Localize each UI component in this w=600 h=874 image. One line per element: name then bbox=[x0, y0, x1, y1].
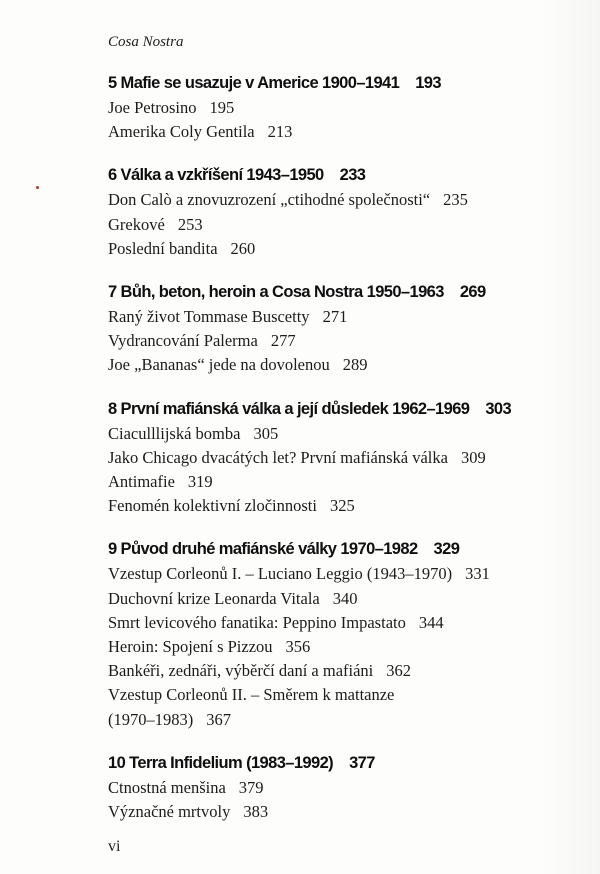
toc-entry bbox=[108, 562, 578, 586]
chapter-heading bbox=[108, 752, 578, 774]
chapter-title: 6 Válka a vzkříšení 1943–1950 bbox=[108, 166, 324, 185]
entry-page-number: 367 bbox=[206, 709, 231, 729]
toc-entry bbox=[108, 353, 578, 377]
entry-page-number: 253 bbox=[177, 214, 203, 234]
chapter-page-number: 269 bbox=[459, 283, 486, 302]
chapter-page-number: 377 bbox=[349, 753, 375, 772]
entry-title: Antimafie bbox=[108, 472, 175, 492]
chapter-page-number: 329 bbox=[433, 540, 460, 559]
entry-page-number: 340 bbox=[332, 588, 358, 608]
entry-page-number: 289 bbox=[342, 355, 368, 375]
entry-title: Joe Petrosino bbox=[108, 98, 197, 117]
toc-entry bbox=[108, 776, 578, 800]
chapter-heading bbox=[108, 538, 578, 560]
toc-entry bbox=[108, 446, 578, 470]
entry-page-number: 362 bbox=[386, 661, 412, 681]
chapter-heading bbox=[108, 72, 578, 94]
entry-page-number: 277 bbox=[270, 331, 296, 351]
entry-page-number: 379 bbox=[238, 777, 264, 797]
toc-entry bbox=[108, 800, 578, 824]
toc-entry bbox=[108, 708, 578, 732]
entry-page-number: 356 bbox=[285, 637, 311, 657]
entry-page-number: 260 bbox=[230, 238, 256, 258]
toc-chapter bbox=[108, 538, 578, 731]
entry-title: Jako Chicago dvacátých let? První mafiánská válka bbox=[108, 447, 448, 467]
entry-title: Vydrancování Palerma bbox=[108, 331, 258, 351]
entry-title: Vzestup Corleonů I. – Luciano Leggio (1943–1970) bbox=[108, 564, 453, 584]
toc-entry bbox=[108, 587, 578, 611]
entry-title: Amerika Coly Gentila bbox=[108, 122, 255, 142]
page-folio: vi bbox=[108, 838, 121, 855]
entry-title: Ctnostná menšina bbox=[108, 777, 226, 797]
entry-title: Don Calò a znovuzrození „ctihodné společnosti“ bbox=[108, 190, 431, 210]
chapter-heading bbox=[108, 164, 578, 186]
entry-title: Smrt levicového fanatika: Peppino Impastato bbox=[108, 612, 406, 632]
toc-entry bbox=[108, 96, 578, 120]
chapter-heading bbox=[108, 281, 578, 303]
entry-title: Ciaculllijská bomba bbox=[108, 423, 241, 443]
entry-page-number: 325 bbox=[329, 496, 355, 516]
table-of-contents bbox=[108, 72, 578, 844]
entry-page-number: 195 bbox=[209, 98, 235, 117]
entry-title: (1970–1983) bbox=[108, 709, 194, 729]
entry-title: Heroin: Spojení s Pizzou bbox=[108, 637, 273, 657]
toc-chapter bbox=[108, 281, 578, 378]
entry-title: Poslední bandita bbox=[108, 238, 218, 258]
entry-title: Raný život Tommase Buscetty bbox=[108, 307, 310, 327]
entry-title: Vzestup Corleonů II. – Směrem k mattanze bbox=[108, 685, 395, 705]
entry-title: Grekové bbox=[108, 214, 165, 234]
chapter-title: 9 Původ druhé mafiánské války 1970–1982 bbox=[108, 540, 418, 559]
running-head: Cosa Nostra bbox=[108, 34, 184, 50]
entry-page-number: 344 bbox=[418, 612, 444, 632]
entry-title: Fenomén kolektivní zločinnosti bbox=[108, 496, 317, 516]
toc-entry bbox=[108, 213, 578, 237]
toc-entry bbox=[108, 635, 578, 659]
entry-page-number: 383 bbox=[243, 802, 269, 822]
chapter-title: 8 První mafiánská válka a její důsledek 1962–1969 bbox=[108, 399, 470, 418]
entry-title: Význačné mrtvoly bbox=[108, 802, 231, 822]
toc-entry bbox=[108, 611, 578, 635]
toc-entry bbox=[108, 683, 578, 707]
paper-speck bbox=[36, 186, 39, 189]
toc-entry bbox=[108, 188, 578, 212]
toc-entry bbox=[108, 494, 578, 518]
entry-page-number: 331 bbox=[465, 564, 490, 584]
entry-title: Bankéři, zednáři, výběrčí daní a mafiáni bbox=[108, 661, 374, 681]
toc-entry bbox=[108, 305, 578, 329]
chapter-heading bbox=[108, 398, 578, 420]
toc-entry bbox=[108, 470, 578, 494]
entry-page-number: 213 bbox=[267, 122, 293, 142]
chapter-title: 10 Terra Infidelium (1983–1992) bbox=[108, 753, 334, 772]
toc-entry bbox=[108, 422, 578, 446]
toc-chapter bbox=[108, 398, 578, 519]
entry-page-number: 319 bbox=[187, 472, 213, 492]
entry-page-number: 305 bbox=[253, 423, 279, 443]
toc-chapter bbox=[108, 752, 578, 824]
entry-page-number: 271 bbox=[322, 307, 348, 327]
toc-entry bbox=[108, 659, 578, 683]
toc-entry bbox=[108, 237, 578, 261]
toc-entry bbox=[108, 120, 578, 144]
chapter-title: 5 Mafie se usazuje v Americe 1900–1941 bbox=[108, 74, 400, 92]
entry-title: Joe „Bananas“ jede na dovolenou bbox=[108, 355, 330, 375]
toc-chapter bbox=[108, 164, 578, 261]
toc-entry bbox=[108, 329, 578, 353]
entry-page-number: 309 bbox=[460, 447, 486, 467]
toc-chapter bbox=[108, 72, 578, 144]
chapter-page-number: 303 bbox=[485, 399, 512, 418]
chapter-page-number: 193 bbox=[415, 74, 441, 92]
entry-title: Duchovní krize Leonarda Vitala bbox=[108, 588, 320, 608]
chapter-page-number: 233 bbox=[339, 166, 366, 185]
chapter-title: 7 Bůh, beton, heroin a Cosa Nostra 1950–1963 bbox=[108, 283, 444, 302]
entry-page-number: 235 bbox=[443, 190, 468, 210]
